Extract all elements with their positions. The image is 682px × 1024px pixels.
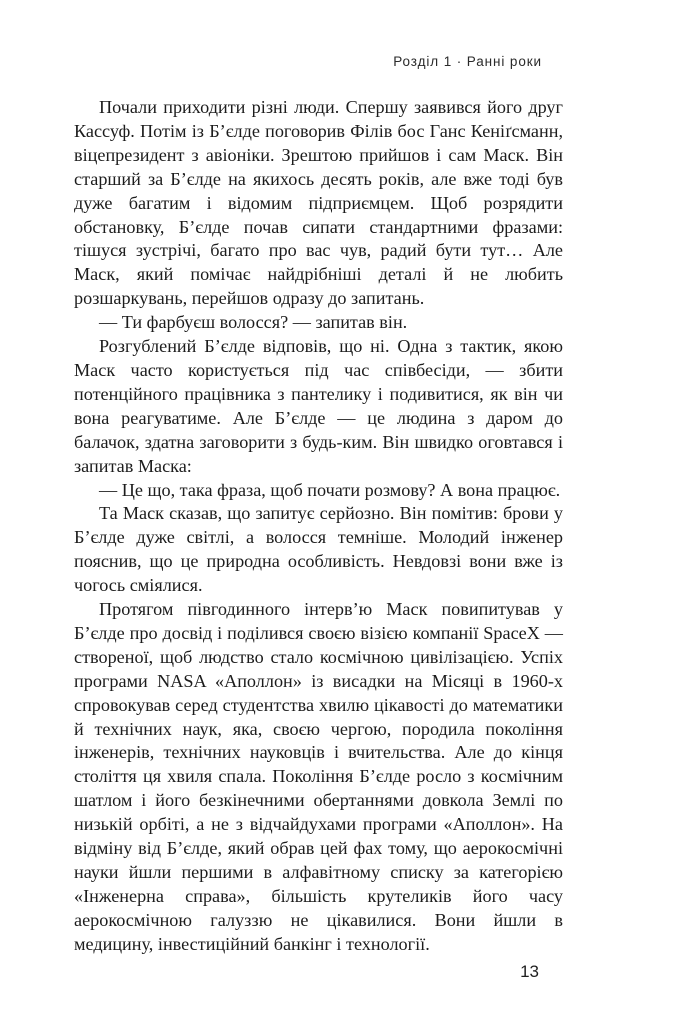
running-head: Розділ 1 · Ранні роки [393, 54, 542, 69]
paragraph: Протягом півгодинного інтервʼю Маск повипитував у Бʼєлде про досвід і поділився своєю візією компанії SpaceX — створеної, щоб людство стало космічною цивілізацією. Успіх програми NASA «Аполлон» із висадки на Місяці в 1960-х спровокував серед студентства хвилю цікавості до математики й технічних наук, яка, своєю чергою, породила покоління інженерів, технічних науковців і вчительства. Але до кінця століття ця хвиля спала. Покоління Бʼєлде росло з космічним шатлом і його безкінечними обертаннями довкола Землі по низькій орбіті, а не з відчайдухами програми «Аполлон». На відміну від Бʼєлде, який обрав цей фах тому, що аерокосмічні науки йшли першими в алфавітному списку за категорією «Інженерна справа», більшість крутеликів його часу аерокосмічною галуззю не цікавилися. Вони йшли в медицину, інвестиційний банкінг і технології. [74, 599, 563, 954]
paragraph: Та Маск сказав, що запитує серйозно. Він помітив: брови у Бʼєлде дуже світлі, а волосся темніше. Молодий інженер пояснив, що це природна особливість. Невдовзі вони вже із чогось сміялися. [74, 503, 563, 596]
paragraph-dialogue: — Ти фарбуєш волосся? — запитав він. [99, 312, 408, 333]
body-text [74, 96, 563, 957]
paragraph: Почали приходити різні люди. Спершу заявився його друг Кассуф. Потім із Бʼєлде поговорив Філів бос Ганс Кеніґсманн, віцепрезидент з авіоніки. Зрештою прийшов і сам Маск. Він старший за Бʼєлде на якихось десять років, але вже тоді був дуже багатим і відомим підприємцем. Щоб розрядити обстановку, Бʼєлде почав сипати стандартними фразами: тішуся зустрічі, багато про вас чув, радий бути тут… Але Маск, який помічає найдрібніші деталі й не любить розшаркувань, перейшов одразу до запитань. [74, 97, 563, 309]
page-number: 13 [520, 962, 539, 981]
paragraph: Розгублений Бʼєлде відповів, що ні. Одна з тактик, якою Маск часто користується під час співбесіди, — збити потенційного працівника з пантелику і подивитися, як він чи вона реагуватиме. Але Бʼєлде — це людина з даром до балачок, здатна заговорити з будь-ким. Він швидко оговтався і запитав Маска: [74, 336, 563, 476]
paragraph-dialogue: — Це що, така фраза, щоб почати розмову? А вона працює. [99, 479, 561, 500]
